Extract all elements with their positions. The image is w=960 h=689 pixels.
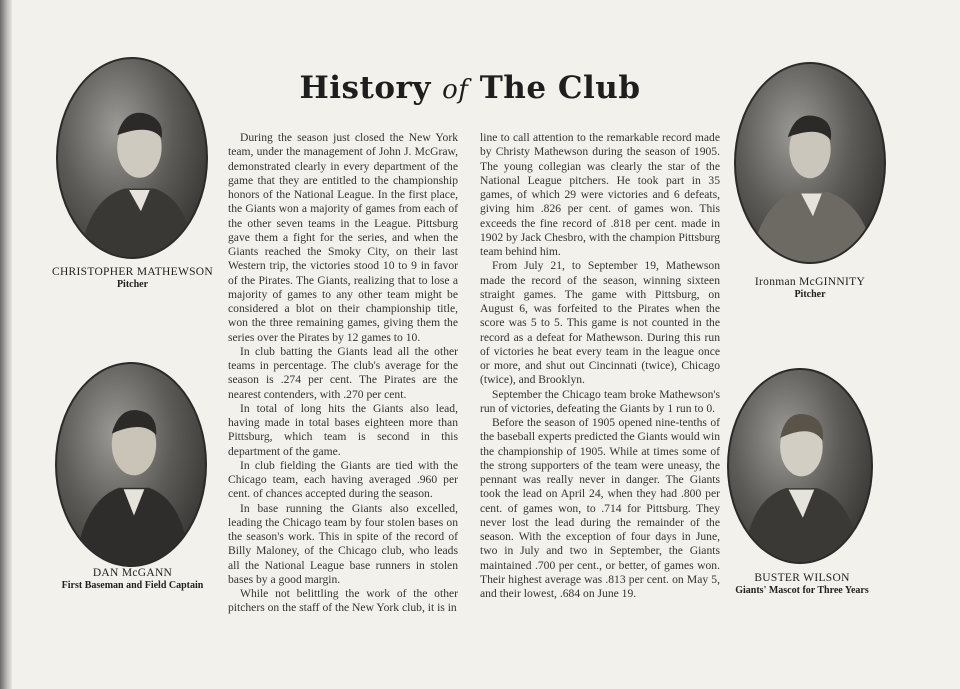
caption-mcgann — [30, 567, 235, 591]
caption-wilson — [712, 572, 892, 596]
page-binding-edge — [0, 0, 12, 689]
portrait-mcginnity — [734, 62, 886, 264]
caption-role: Giants' Mascot for Three Years — [735, 585, 869, 596]
text-column-left — [218, 131, 458, 616]
paragraph: In club fielding the Giants are tied with the Chicago team, each having averaged .960 per cent. of chances accepted during the season. — [228, 458, 458, 501]
title-of: of — [442, 75, 469, 105]
caption-mcginnity — [720, 276, 900, 300]
paragraph: In total of long hits the Giants also lead, having made in total bases eighteen more than Pittsburg, which team is second in this department of the game. — [228, 401, 458, 458]
paragraph: Before the season of 1905 opened nine-tenths of the baseball experts predicted the Giants would win the championship of 1905. While at times some of the strong supporters of the team were uneasy, the pennant was really never in danger. The Giants took the lead on April 24, when they had .800 per cent. of games won, to .714 for Pittsburg. They never lost the lead during the remainder of the season. With the exception of four days in June, two in July and two in September, the Giants maintained .700 per cent., or better, of games won. Their highest average was .813 per cent. on May 5, and their lowest, .684 on June 19. — [480, 416, 720, 600]
paragraph: While not belittling the work of the other pitchers on the staff of the New York club, it is in — [228, 587, 458, 615]
caption-role: Pitcher — [794, 289, 826, 300]
title-text: History — [299, 70, 443, 106]
paragraph: line to call attention to the remarkable record made by Christy Mathewson during the season of 1905. The young collegian was clearly the star of the National League pitchers. He took part in 35 games, of which 29 were victories and 6 defeats, giving him .826 per cent. of games won. This exceeds the fine record of .818 per cent. made in 1902 by Jack Chesbro, with the champion Pittsburg team behind him. — [480, 131, 720, 258]
portrait-mcgann — [55, 362, 207, 567]
portrait-wilson — [727, 368, 873, 564]
title-text-end: The Club — [468, 70, 641, 106]
paragraph: September the Chicago team broke Mathewson's run of victories, defeating the Giants by 1 run to 0. — [480, 387, 720, 415]
caption-mathewson — [20, 266, 245, 290]
caption-name: DAN McGANN — [92, 567, 173, 579]
caption-name: BUSTER WILSON — [754, 572, 850, 584]
caption-name: Ironman McGINNITY — [754, 276, 866, 288]
paragraph: In club batting the Giants lead all the other teams in percentage. The club's average for the season is .274 per cent. The Pirates are the nearest contenders, with .270 per cent. — [228, 344, 458, 401]
caption-name: CHRISTOPHER MATHEWSON — [51, 266, 214, 278]
text-column-right — [480, 131, 720, 601]
paragraph: From July 21, to September 19, Mathewson made the record of the season, winning sixteen straight games. The game with Pittsburg, on August 6, was forfeited to the Pirates when the score was 5 to 5. This game is not counted in the record as a defeat for Mathewson. During this run of victories he beat every team in the league once or more, and shut out Cincinnati (twice), Chicago (twice), and Brooklyn. — [480, 259, 720, 387]
caption-role: First Baseman and Field Captain — [61, 580, 204, 591]
page-title — [250, 70, 690, 106]
paragraph: In base running the Giants also excelled, leading the Chicago team by four stolen bases on the season's work. This in spite of the record of Billy Maloney, of the Chicago club, who leads all the National League base runners in stolen bases by a good margin. — [228, 501, 458, 586]
paragraph: During the season just closed the New York team, under the management of John J. McGraw, demonstrated clearly in every department of the game that they are entitled to the championship honors of the National League. In the first place, the Giants won a majority of games from each of the other seven teams in the League. Pittsburg gave them a fight for the series, and when the Giants reached the Smoky City, on their last Western trip, the victories stood 10 to 9 in favor of the Pirates. The Giants, realizing that to lose a majority of games to any other team might be considered a blot on their championship title, won the three remaining games, giving them the series over the Pirates by 12 games to 10. — [228, 131, 458, 344]
portrait-mathewson — [56, 57, 208, 259]
caption-role: Pitcher — [116, 279, 149, 290]
